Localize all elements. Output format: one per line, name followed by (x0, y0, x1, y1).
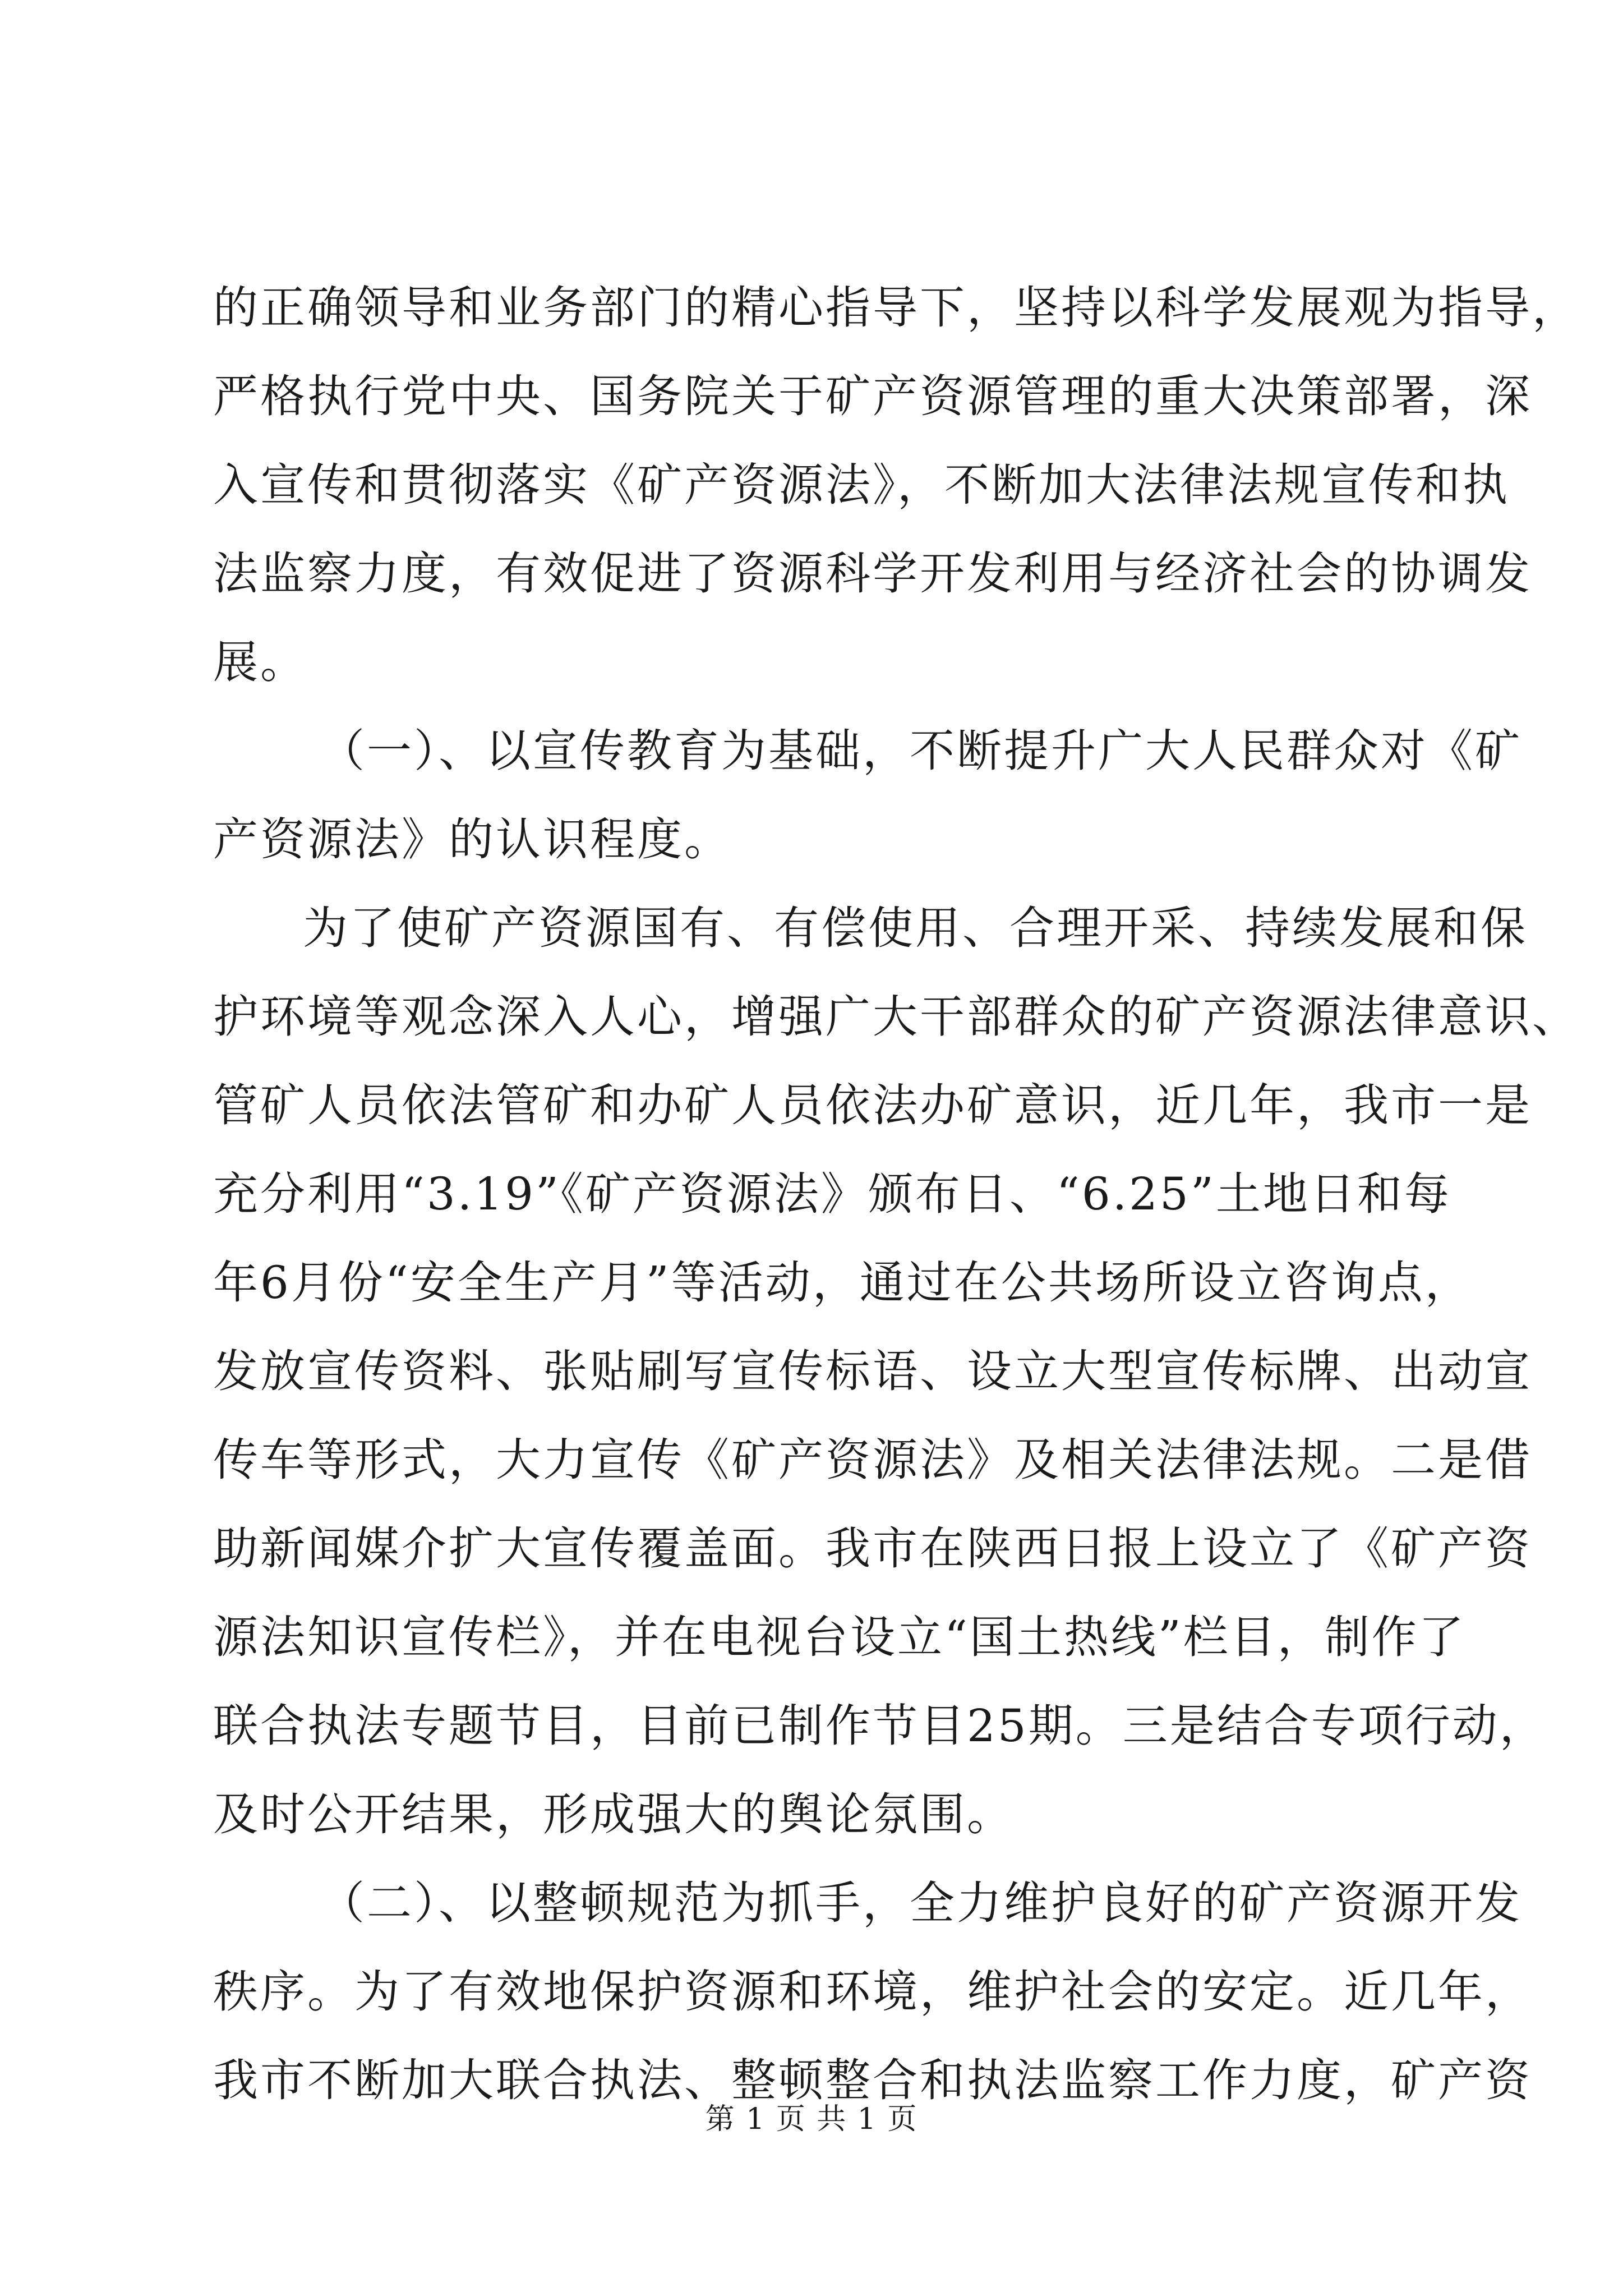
text-line: 及时公开结果，形成强大的舆论氛围。 (213, 1788, 1014, 1841)
text-line: 助新闻媒介扩大宣传覆盖面。我市在陕西日报上设立了《矿产资 (213, 1522, 1532, 1575)
section-heading-line: （二）、以整顿规范为抓手，全力维护良好的矿产资源开发 (320, 1877, 1522, 1929)
text-line: 护环境等观念深入人心，增强广大干部群众的矿产资源法律意识、 (213, 991, 1579, 1043)
document-body (213, 264, 1579, 2125)
text-line: 源法知识宣传栏》，并在电视台设立“国土热线”栏目，制作了 (213, 1611, 1466, 1663)
text-line: 联合执法专题节目，目前已制作节目25期。三是结合专项行动， (213, 1700, 1547, 1752)
page-number-label: 第 1 页 共 1 页 (705, 2102, 918, 2136)
text-line: 年6月份“安全生产月”等活动，通过在公共场所设立咨询点， (213, 1257, 1472, 1309)
text-line: 发放宣传资料、张贴刷写宣传标语、设立大型宣传标牌、出动宣 (213, 1345, 1532, 1397)
text-line: 为了使矿产资源国有、有偿使用、合理开采、持续发展和保 (303, 902, 1528, 954)
text-line: 展。 (213, 636, 307, 688)
text-line: 入宣传和贯彻落实《矿产资源法》，不断加大法律法规宣传和执 (213, 459, 1510, 511)
text-line: 严格执行党中央、国务院关于矿产资源管理的重大决策部署，深 (213, 370, 1532, 422)
text-line: 的正确领导和业务部门的精心指导下，坚持以科学发展观为指导， (213, 282, 1579, 334)
page-footer (0, 2095, 1623, 2137)
text-line: 法监察力度，有效促进了资源科学开发利用与经济社会的协调发 (213, 547, 1532, 600)
text-line: 我市不断加大联合执法、整顿整合和执法监察工作力度，矿产资 (213, 2054, 1532, 2106)
section-heading-line: （一）、以宣传教育为基础，不断提升广大人民群众对《矿 (320, 725, 1522, 777)
text-line: 传车等形式，大力宣传《矿产资源法》及相关法律法规。二是借 (213, 1434, 1532, 1486)
text-line: 管矿人员依法管矿和办矿人员依法办矿意识，近几年，我市一是 (213, 1079, 1532, 1131)
text-line: 充分利用“3.19”《矿产资源法》颁布日、“6.25”土地日和每 (213, 1168, 1451, 1220)
section-heading-line: 产资源法》的认识程度。 (213, 813, 731, 866)
text-line: 秩序。为了有效地保护资源和环境，维护社会的安定。近几年， (213, 1966, 1532, 2018)
